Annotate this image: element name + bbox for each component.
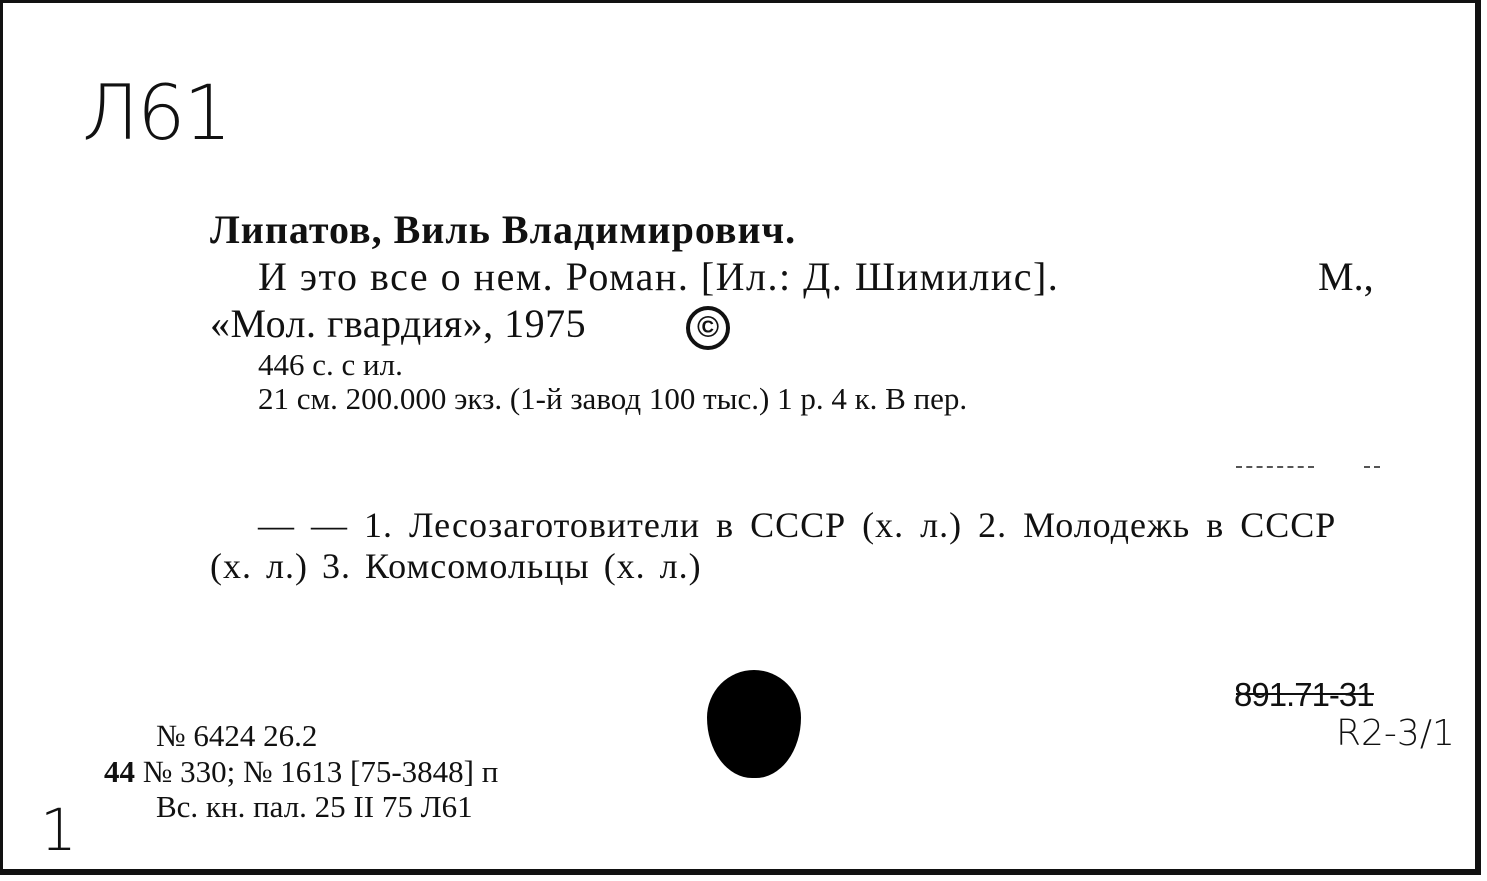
order-line-1: № 6424 26.2 xyxy=(156,718,318,753)
order-line-2 xyxy=(104,754,498,790)
faint-mark xyxy=(1364,466,1380,468)
author-heading: Липатов, Виль Владимирович. xyxy=(210,207,797,252)
subject-headings-line-2: (х. л.) 3. Комсомольцы (х. л.) xyxy=(210,546,702,586)
subject-headings-line-1: — — 1. Лесозаготовители в СССР (х. л.) 2. Молодежь в СССР xyxy=(258,505,1337,545)
pagination: 446 с. с ил. xyxy=(258,347,403,382)
copy-count: 1 xyxy=(40,796,77,864)
copyright-icon: © xyxy=(686,306,730,350)
title-statement: И это все о нем. Роман. [Ил.: Д. Шимилис]. xyxy=(258,254,1060,299)
location-mark: R2-3/1 xyxy=(1336,713,1455,754)
order-line-2-prefix: 44 xyxy=(104,754,135,789)
classification-number: 891.71-31 xyxy=(1234,676,1374,713)
physical-description: 21 см. 200.000 экз. (1-й завод 100 тыс.) 1 р. 4 к. В пер. xyxy=(258,381,968,416)
strike-through-mark xyxy=(1236,693,1374,695)
shelf-mark: Л61 xyxy=(82,68,230,157)
publication-place: М., xyxy=(1318,254,1374,299)
faint-mark xyxy=(1236,466,1314,468)
order-line-3: Вс. кн. пал. 25 II 75 Л61 xyxy=(156,789,473,824)
order-line-2-text: № 330; № 1613 [75-3848] п xyxy=(142,754,499,789)
publisher-and-year: «Мол. гвардия», 1975 xyxy=(210,301,587,346)
